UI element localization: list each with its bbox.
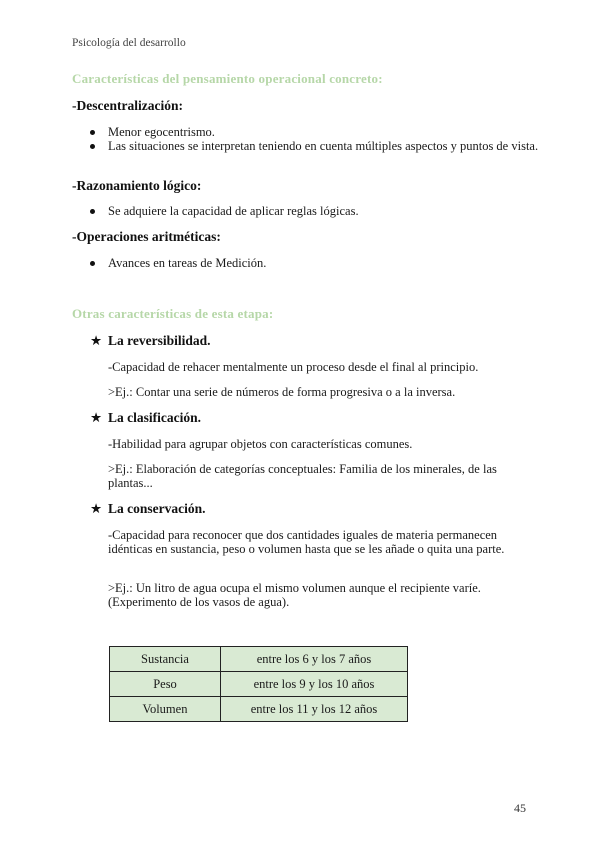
- reversibilidad-example: >Ej.: Contar una serie de números de forma progresiva o a la inversa.: [108, 385, 456, 399]
- star-icon: ★: [90, 410, 103, 425]
- running-header: Psicología del desarrollo: [72, 37, 186, 49]
- section-title-operational: Características del pensamiento operacional concreto:: [72, 71, 383, 86]
- bullet-dot-icon: [90, 130, 95, 135]
- table-cell-age: entre los 11 y los 12 años: [221, 697, 408, 722]
- list-item: [90, 139, 540, 153]
- bullet-dot-icon: [90, 261, 95, 266]
- table-cell-type: Sustancia: [110, 647, 221, 672]
- table-cell-type: Peso: [110, 672, 221, 697]
- subheading-operaciones: -Operaciones aritméticas:: [72, 229, 221, 244]
- star-heading-clasificacion: [90, 410, 201, 426]
- star-heading-text: La clasificación.: [108, 410, 201, 425]
- table-cell-age: entre los 9 y los 10 años: [221, 672, 408, 697]
- table-cell-age: entre los 6 y los 7 años: [221, 647, 408, 672]
- conservation-age-table: [109, 646, 408, 722]
- clasificacion-description: -Habilidad para agrupar objetos con características comunes.: [108, 437, 413, 451]
- table-row: [110, 697, 408, 722]
- section-title-other-characteristics: Otras características de esta etapa:: [72, 306, 274, 321]
- bullet-text: Menor egocentrismo.: [108, 125, 215, 139]
- bullet-text: Se adquiere la capacidad de aplicar reglas lógicas.: [108, 204, 359, 218]
- page-number: 45: [514, 801, 526, 815]
- bullet-dot-icon: [90, 209, 95, 214]
- conservacion-description: -Capacidad para reconocer que dos cantidades iguales de materia permanecen idénticas en sustancia, peso o volumen hasta que se les añade o quita una parte.: [108, 528, 505, 556]
- list-item: [90, 256, 540, 270]
- clasificacion-example: >Ej.: Elaboración de categorías conceptuales: Familia de los minerales, de las plantas...: [108, 462, 497, 490]
- subheading-razonamiento: -Razonamiento lógico:: [72, 178, 202, 193]
- reversibilidad-description: -Capacidad de rehacer mentalmente un proceso desde el final al principio.: [108, 360, 479, 374]
- star-heading-conservacion: [90, 501, 206, 517]
- table-row: [110, 672, 408, 697]
- star-heading-reversibilidad: [90, 333, 211, 349]
- bullet-list-descentralizacion: [90, 125, 540, 153]
- star-heading-text: La reversibilidad.: [108, 333, 211, 348]
- bullet-text: Las situaciones se interpretan teniendo en cuenta múltiples aspectos y puntos de vista.: [108, 139, 539, 153]
- star-icon: ★: [90, 501, 103, 516]
- bullet-list-operaciones: [90, 256, 540, 270]
- bullet-text: Avances en tareas de Medición.: [108, 256, 267, 270]
- star-icon: ★: [90, 333, 103, 348]
- bullet-dot-icon: [90, 144, 95, 149]
- subheading-descentralizacion: -Descentralización:: [72, 98, 183, 113]
- star-heading-text: La conservación.: [108, 501, 206, 516]
- list-item: [90, 204, 540, 218]
- list-item: [90, 125, 540, 139]
- table-row: [110, 647, 408, 672]
- conservacion-example: >Ej.: Un litro de agua ocupa el mismo volumen aunque el recipiente varíe. (Experimento de los vasos de agua).: [108, 581, 481, 609]
- bullet-list-razonamiento: [90, 204, 540, 218]
- table-cell-type: Volumen: [110, 697, 221, 722]
